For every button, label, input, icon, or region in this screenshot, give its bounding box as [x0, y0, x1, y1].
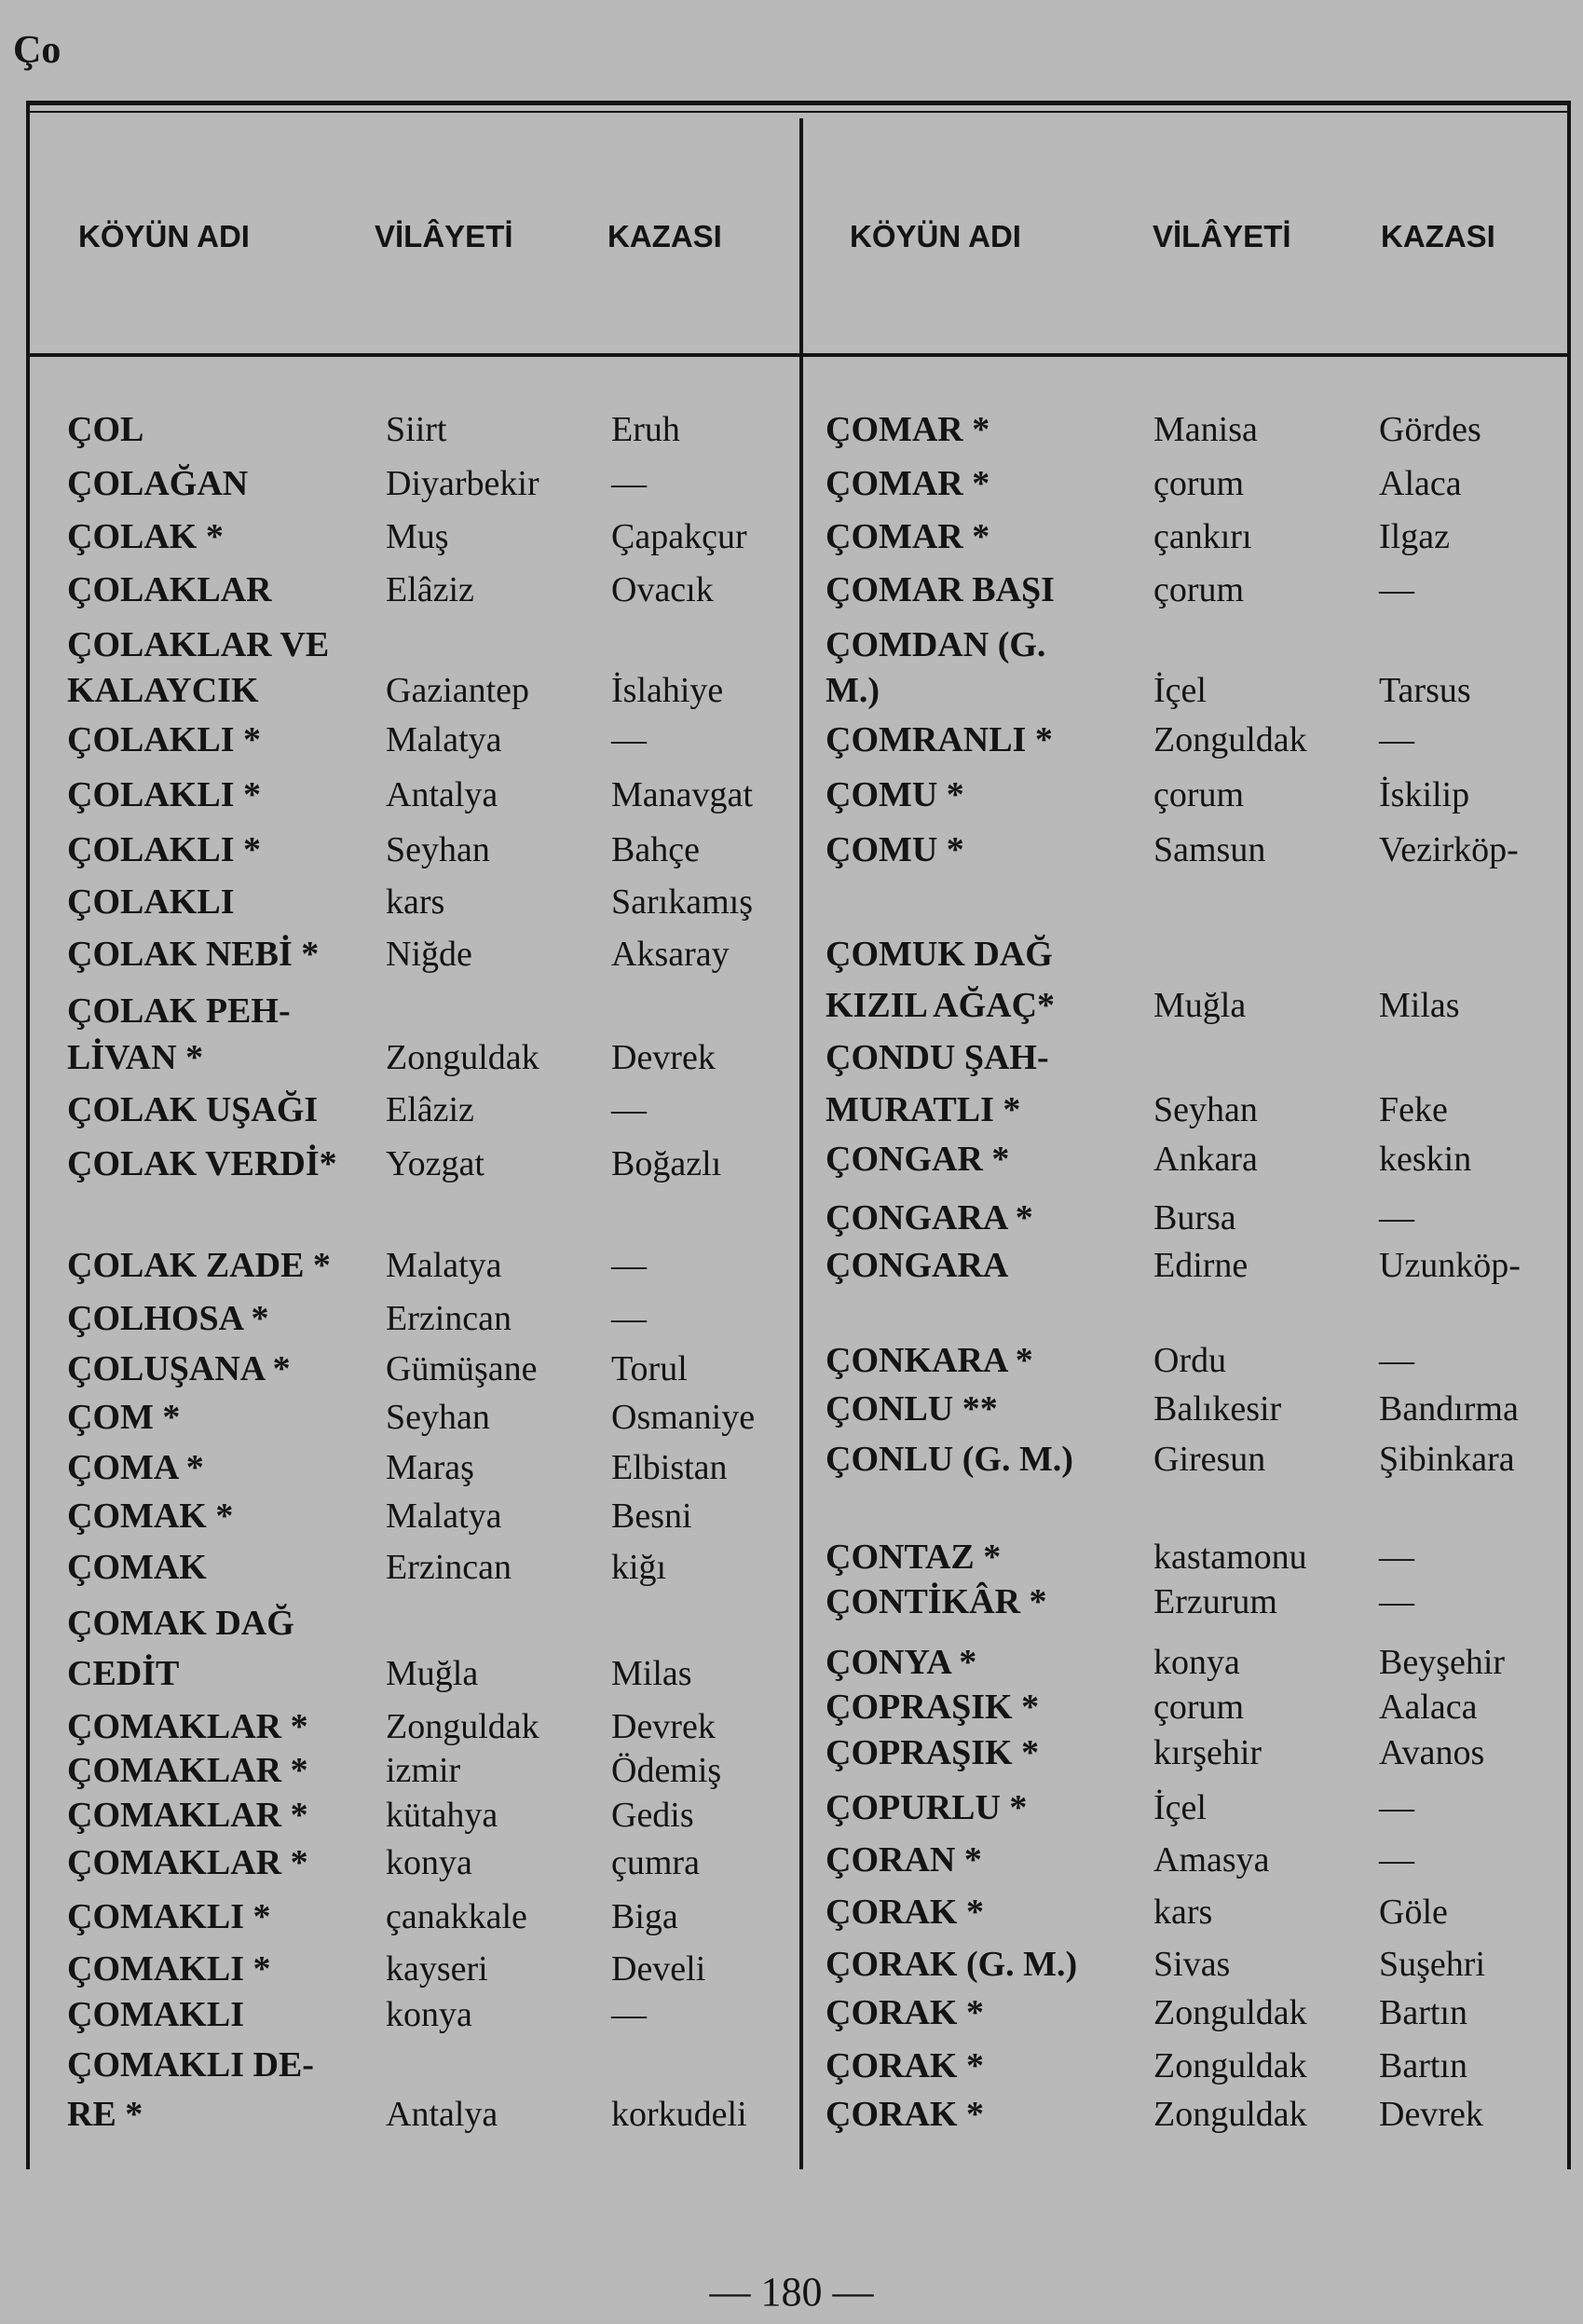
province: Muş — [386, 517, 449, 556]
village-name: ÇOLAK PEH- — [67, 991, 291, 1031]
village-name: ÇOLAKLI * — [67, 775, 261, 814]
province: Gaziantep — [386, 671, 530, 710]
village-name: ÇOPRAŞIK * — [826, 1733, 1040, 1772]
village-name: ÇOPRAŞIK * — [826, 1688, 1040, 1727]
village-name: RE * — [67, 2095, 143, 2134]
header-province-right: VİLÂYETİ — [1153, 219, 1291, 253]
province: Amasya — [1153, 1840, 1270, 1880]
village-name: ÇOLAKLI * — [67, 830, 261, 869]
village-name: ÇONGARA * — [826, 1198, 1033, 1237]
district: İskilip — [1379, 775, 1470, 814]
district: — — [611, 1090, 647, 1129]
village-name: ÇORAK (G. M.) — [826, 1945, 1078, 1984]
district: Bahçe — [611, 830, 700, 869]
district: Aalaca — [1379, 1688, 1478, 1727]
village-name: ÇOPURLU * — [826, 1788, 1028, 1827]
province: kastamonu — [1153, 1538, 1307, 1577]
province: Diyarbekir — [386, 464, 539, 503]
province: çorum — [1153, 1688, 1245, 1727]
header-district-right: KAZASI — [1381, 219, 1495, 253]
village-name: ÇORAK * — [826, 1893, 984, 1932]
village-name: ÇOL — [67, 410, 144, 449]
village-name: ÇOLAKLI * — [67, 720, 261, 759]
province: Balıkesir — [1153, 1389, 1282, 1429]
province: konya — [386, 1995, 472, 2034]
province: Ankara — [1153, 1140, 1258, 1179]
district: Gördes — [1379, 410, 1481, 449]
district: Develi — [611, 1949, 706, 1989]
province: Zonguldak — [1153, 1993, 1307, 2032]
district: — — [1379, 1788, 1414, 1827]
district: Bartın — [1379, 1993, 1467, 2032]
village-name: ÇONGARA — [826, 1246, 1009, 1285]
village-name: ÇOMRANLI * — [826, 720, 1053, 759]
district: Sarıkamış — [611, 882, 753, 922]
district: — — [611, 464, 647, 503]
column-divider — [799, 118, 803, 2169]
province: konya — [386, 1843, 472, 1882]
province: Antalya — [386, 775, 498, 814]
header-village-name-right: KÖYÜN ADI — [850, 219, 1021, 253]
district: Tarsus — [1379, 671, 1471, 710]
province: Malatya — [386, 1497, 502, 1536]
district: kiğı — [611, 1548, 667, 1587]
district: — — [1379, 1840, 1414, 1880]
province: İçel — [1153, 1788, 1207, 1827]
province: Muğla — [386, 1654, 479, 1693]
district: — — [611, 1246, 647, 1285]
village-name: ÇOLHOSA * — [67, 1299, 269, 1338]
village-name: MURATLI * — [826, 1090, 1021, 1129]
village-name: ÇOLAK NEBİ * — [67, 935, 320, 974]
province: Zonguldak — [386, 1707, 539, 1746]
village-name: CEDİT — [67, 1654, 180, 1693]
village-name: ÇOMUK DAĞ — [826, 935, 1053, 974]
province: Zonguldak — [1153, 720, 1307, 759]
header-rule — [30, 353, 1567, 357]
village-name: M.) — [826, 671, 880, 710]
district: Devrek — [611, 1707, 716, 1746]
village-name: ÇOMAKLAR * — [67, 1751, 308, 1790]
province: Elâziz — [386, 570, 474, 609]
village-name: ÇOMAR * — [826, 410, 990, 449]
province: Samsun — [1153, 830, 1266, 869]
province: Bursa — [1153, 1198, 1236, 1237]
district: Göle — [1379, 1893, 1448, 1932]
district: — — [1379, 1198, 1414, 1237]
province: kütahya — [386, 1796, 498, 1835]
province: Erzurum — [1153, 1582, 1277, 1621]
village-name: ÇORAN * — [826, 1840, 982, 1880]
header-province-left: VİLÂYETİ — [375, 219, 513, 253]
village-name: ÇONTİKÂR * — [826, 1582, 1047, 1621]
province: çorum — [1153, 570, 1245, 609]
district: Biga — [611, 1897, 678, 1936]
province: Gümüşane — [386, 1349, 538, 1388]
province: Muğla — [1153, 986, 1247, 1025]
province: İçel — [1153, 671, 1207, 710]
district: Osmaniye — [611, 1398, 756, 1437]
province: konya — [1153, 1643, 1240, 1682]
province: kırşehir — [1153, 1733, 1262, 1772]
district: Besni — [611, 1497, 692, 1536]
province: kars — [386, 882, 445, 922]
province: kars — [1153, 1893, 1213, 1932]
village-name: ÇOMAKLAR * — [67, 1796, 308, 1835]
province: Erzincan — [386, 1299, 512, 1338]
district: Gedis — [611, 1796, 694, 1835]
district: Beyşehir — [1379, 1643, 1506, 1682]
village-name: ÇOMAK — [67, 1548, 207, 1587]
province: Giresun — [1153, 1440, 1266, 1479]
province: çankırı — [1153, 517, 1252, 556]
village-name: ÇONGAR * — [826, 1140, 1010, 1179]
top-double-rule — [30, 111, 1567, 113]
village-name: ÇOMDAN (G. — [826, 625, 1046, 664]
province: Zonguldak — [386, 1038, 539, 1077]
header-district-left: KAZASI — [607, 219, 722, 253]
province: çorum — [1153, 775, 1245, 814]
district: Manavgat — [611, 775, 753, 814]
village-name: ÇOMA * — [67, 1448, 204, 1487]
province: Zonguldak — [1153, 2095, 1307, 2134]
district: Ilgaz — [1379, 517, 1450, 556]
village-name: ÇOLAĞAN — [67, 464, 249, 503]
district: Vezirköp- — [1379, 830, 1519, 869]
district: Uzunköp- — [1379, 1246, 1521, 1285]
district: — — [611, 1995, 647, 2034]
district: Suşehri — [1379, 1945, 1485, 1984]
province: kayseri — [386, 1949, 488, 1989]
village-name: ÇOMAR * — [826, 464, 990, 503]
village-name: ÇOMAKLI DE- — [67, 2045, 314, 2085]
district: Feke — [1379, 1090, 1448, 1129]
village-name: ÇOLAK ZADE * — [67, 1246, 331, 1285]
district: Şibinkara — [1379, 1440, 1515, 1479]
district: Çapakçur — [611, 517, 747, 556]
village-name: ÇORAK * — [826, 1993, 984, 2032]
province: Edirne — [1153, 1246, 1249, 1285]
district: keskin — [1379, 1140, 1472, 1179]
page-heading: Ço — [13, 29, 61, 72]
district: Avanos — [1379, 1733, 1485, 1772]
province: Siirt — [386, 410, 447, 449]
village-name: ÇOMAK DAĞ — [67, 1604, 294, 1643]
village-name: ÇOMAKLI * — [67, 1949, 271, 1989]
province: Seyhan — [386, 1398, 490, 1437]
province: Seyhan — [1153, 1090, 1258, 1129]
village-name: ÇOMU * — [826, 775, 964, 814]
village-name: KIZIL AĞAÇ* — [826, 986, 1056, 1025]
village-name: ÇONLU (G. M.) — [826, 1440, 1073, 1479]
province: çorum — [1153, 464, 1245, 503]
province: Sivas — [1153, 1945, 1231, 1984]
village-name: ÇOLAKLAR VE — [67, 625, 330, 664]
province: Seyhan — [386, 830, 490, 869]
province: Malatya — [386, 720, 502, 759]
district: — — [1379, 570, 1414, 609]
district: Ödemiş — [611, 1751, 722, 1790]
district: Elbistan — [611, 1448, 728, 1487]
village-name: ÇOMAKLI — [67, 1995, 244, 2034]
district: — — [1379, 1341, 1414, 1380]
village-name: ÇOMAR BAŞI — [826, 570, 1055, 609]
district: — — [1379, 1582, 1414, 1621]
village-name: ÇOMU * — [826, 830, 964, 869]
district: — — [1379, 1538, 1414, 1577]
district: Eruh — [611, 410, 680, 449]
district: Bandırma — [1379, 1389, 1519, 1429]
village-name: ÇORAK * — [826, 2095, 984, 2134]
district: Ovacık — [611, 570, 714, 609]
province: Erzincan — [386, 1548, 512, 1587]
province: Niğde — [386, 935, 472, 974]
district: Devrek — [1379, 2095, 1483, 2134]
village-name: KALAYCIK — [67, 671, 259, 710]
district: — — [611, 720, 647, 759]
village-name: ÇOLAKLI — [67, 882, 235, 922]
district: Boğazlı — [611, 1144, 722, 1183]
district: Alaca — [1379, 464, 1462, 503]
district: korkudeli — [611, 2095, 747, 2134]
district: — — [1379, 720, 1414, 759]
province: Elâziz — [386, 1090, 474, 1129]
village-name: ÇOLAK VERDİ* — [67, 1144, 337, 1183]
village-name: ÇOLAK UŞAĞI — [67, 1090, 319, 1129]
district: Milas — [1379, 986, 1460, 1025]
village-name: ÇONYA * — [826, 1643, 977, 1682]
province: Yozgat — [386, 1144, 484, 1183]
district: — — [611, 1299, 647, 1338]
village-name: ÇOMAK * — [67, 1497, 234, 1536]
province: Malatya — [386, 1246, 502, 1285]
header-village-name-left: KÖYÜN ADI — [78, 219, 250, 253]
province: Zonguldak — [1153, 2046, 1307, 2085]
village-name: ÇONKARA * — [826, 1341, 1033, 1380]
village-name: ÇOM * — [67, 1398, 181, 1437]
district: İslahiye — [611, 671, 724, 710]
district: Devrek — [611, 1038, 716, 1077]
village-name: LİVAN * — [67, 1038, 204, 1077]
district: Milas — [611, 1654, 692, 1693]
province: izmir — [386, 1751, 461, 1790]
province: Manisa — [1153, 410, 1258, 449]
village-name: ÇOMAKLAR * — [67, 1707, 308, 1746]
village-name: ÇONLU ** — [826, 1389, 998, 1429]
province: çanakkale — [386, 1897, 527, 1936]
village-name: ÇONDU ŞAH- — [826, 1038, 1049, 1077]
page-number: — 180 — — [709, 2269, 874, 2315]
village-name: ÇOLAK * — [67, 517, 224, 556]
district: Bartın — [1379, 2046, 1467, 2085]
district: çumra — [611, 1843, 700, 1882]
district: Aksaray — [611, 935, 730, 974]
district: Torul — [611, 1349, 688, 1388]
province: Antalya — [386, 2095, 498, 2134]
province: Maraş — [386, 1448, 474, 1487]
village-name: ÇOMAR * — [826, 517, 990, 556]
village-name: ÇORAK * — [826, 2046, 984, 2085]
province: Ordu — [1153, 1341, 1227, 1380]
village-name: ÇOLUŞANA * — [67, 1349, 291, 1388]
village-name: ÇOMAKLAR * — [67, 1843, 308, 1882]
village-name: ÇONTAZ * — [826, 1538, 1002, 1577]
village-name: ÇOLAKLAR — [67, 570, 272, 609]
village-name: ÇOMAKLI * — [67, 1897, 271, 1936]
